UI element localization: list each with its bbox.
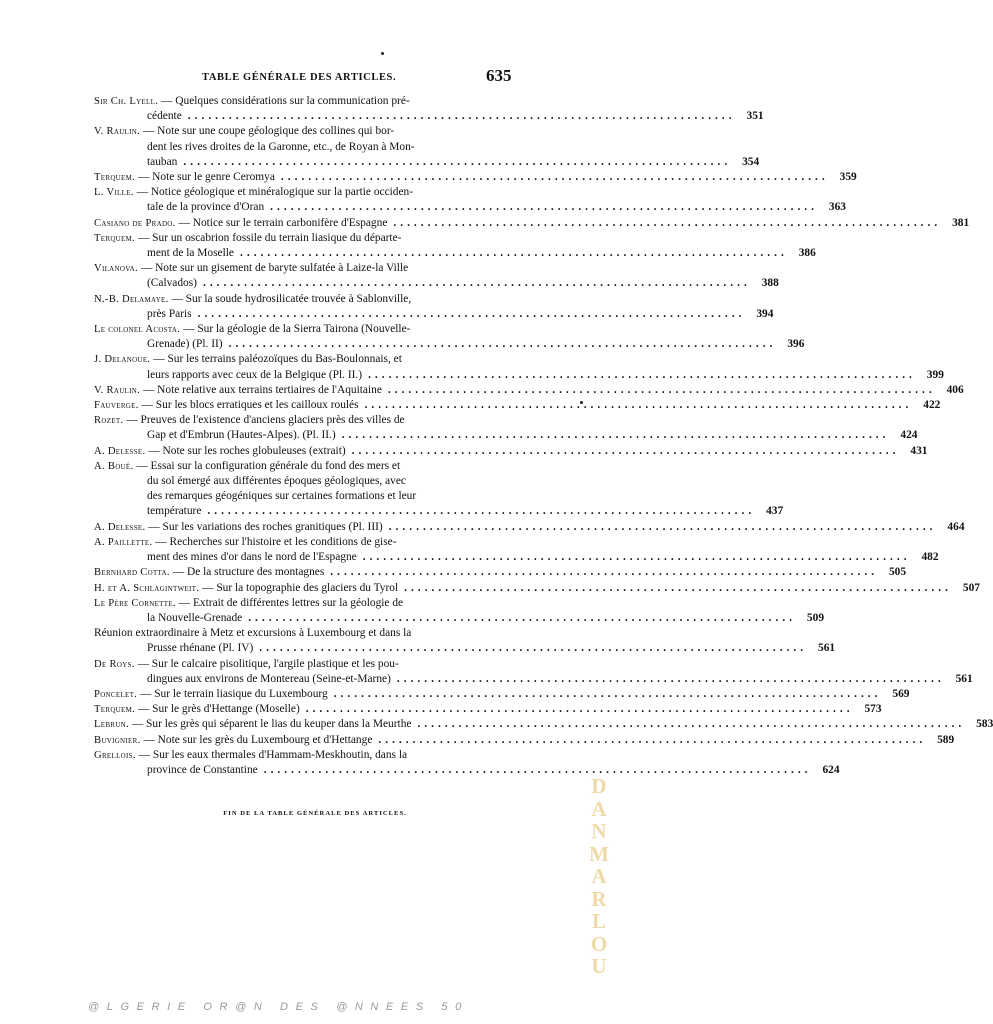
- toc-text: province de Constantine: [147, 763, 258, 776]
- toc-author: L. Ville.: [94, 187, 134, 199]
- toc-entry: [94, 581, 980, 596]
- toc-entry-final-line: [94, 276, 779, 291]
- toc-entry-line: [94, 124, 518, 139]
- toc-text: — Sur le terrain liasique du Luxembourg: [139, 687, 328, 700]
- toc-page-number: 363: [828, 201, 846, 214]
- toc-page-number: 589: [937, 733, 955, 746]
- toc-entry-line: [94, 657, 518, 672]
- toc-entry: [94, 261, 779, 291]
- toc-text: — Note sur les roches globuleuses (extrait): [148, 444, 346, 457]
- toc-page-number: 431: [910, 444, 928, 457]
- toc-entry: [94, 520, 965, 535]
- toc-page-number: 354: [742, 155, 760, 168]
- side-watermark-letter: R: [591, 886, 607, 911]
- toc-entry: [94, 733, 955, 748]
- toc-text: dingues aux environs de Montereau (Seine-et-Marne): [147, 672, 391, 685]
- toc-entry: [94, 352, 944, 382]
- toc-text: — Notice géologique et minéralogique sur la partie occiden-: [136, 186, 414, 199]
- toc-entry-line: [94, 535, 518, 550]
- toc-page-number: 624: [822, 763, 840, 776]
- toc-text: — Sur la topographie des glaciers du Tyrol: [202, 581, 399, 594]
- toc-page-number: 399: [926, 368, 944, 381]
- toc-entry-line: [94, 185, 518, 200]
- toc-entry-line: [94, 474, 518, 489]
- toc-entry-final-line: [94, 520, 965, 535]
- toc-author: Bernhard Cotta.: [94, 567, 170, 579]
- dot-leader: ................................................................................: [393, 216, 942, 229]
- toc-author: Vilanova.: [94, 263, 138, 275]
- toc-text: — Recherches sur l'histoire et les conditions de gise-: [155, 535, 397, 548]
- dot-leader: ................................................................................: [280, 171, 829, 184]
- toc-entry-final-line: [94, 504, 784, 519]
- toc-text: — Notice sur le terrain carbonifère d'Espagne: [178, 216, 388, 229]
- toc-text: — Sur un oscabrion fossile du terrain liasique du départe-: [137, 231, 402, 244]
- toc-text: ment des mines d'or dans le nord de l'Espagne: [147, 551, 357, 564]
- side-watermark-letter: U: [591, 954, 607, 978]
- dot-leader: ................................................................................: [207, 505, 756, 518]
- toc-author: V. Raulin.: [94, 126, 141, 138]
- toc-page-number: 394: [756, 307, 774, 320]
- toc-entry-final-line: [94, 611, 825, 626]
- toc-page-number: 424: [900, 429, 918, 442]
- toc-entry-final-line: [94, 672, 973, 687]
- toc-entry-line: [94, 489, 518, 504]
- toc-entry-line: [94, 748, 518, 763]
- dot-leader: ................................................................................: [396, 672, 945, 685]
- toc-page-number: 386: [798, 247, 816, 260]
- toc-page-number: 569: [892, 687, 910, 700]
- side-watermark-letter: O: [590, 931, 608, 956]
- toc-author: Grellois.: [94, 749, 136, 761]
- toc-text: — Note sur le genre Ceromya: [137, 171, 275, 184]
- dot-leader: ................................................................................: [388, 520, 937, 533]
- toc-author: V. Raulin.: [94, 384, 141, 396]
- toc-entry-line: [94, 459, 518, 474]
- toc-author: A. Boué.: [94, 460, 134, 472]
- toc-entry-line: [94, 626, 518, 641]
- toc-text: des remarques géogéniques sur certaines formations et leur: [147, 490, 417, 503]
- toc-text: — Sur les eaux thermales d'Hammam-Meskhoutin, dans la: [138, 748, 408, 761]
- running-title: TABLE GÉNÉRALE DES ARTICLES.: [202, 72, 397, 83]
- toc-author: De Roys.: [94, 658, 135, 670]
- side-watermark-letter: N: [591, 819, 607, 843]
- toc-page-number: 583: [976, 718, 993, 731]
- toc-text: — Sur les grès qui séparent le lias du keuper dans la Meurthe: [131, 718, 412, 731]
- toc-entry-line: [94, 413, 518, 428]
- side-watermark-letter: D: [591, 774, 607, 798]
- dot-leader: ................................................................................: [351, 444, 900, 457]
- toc-entry-final-line: [94, 307, 774, 322]
- toc-author: Terquem.: [94, 172, 136, 184]
- toc-entry-final-line: [94, 687, 910, 702]
- toc-author: N.-B. Delamaye.: [94, 293, 169, 305]
- side-watermark-letter: M: [589, 841, 609, 866]
- dot-leader: ................................................................................: [183, 155, 732, 168]
- toc-text: — De la structure des montagnes: [172, 566, 325, 579]
- toc-entry-final-line: [94, 246, 816, 261]
- toc-author: Lebrun.: [94, 719, 129, 731]
- toc-entry-final-line: [94, 702, 882, 717]
- toc-entry-final-line: [94, 337, 805, 352]
- toc-entry-line: [94, 352, 518, 367]
- dot-leader: ................................................................................: [202, 277, 751, 290]
- toc-entry: [94, 398, 941, 413]
- dot-leader: ................................................................................: [364, 399, 913, 412]
- page-number: 635: [486, 66, 512, 85]
- toc-entry-final-line: [94, 717, 993, 732]
- dot-leader: ................................................................................: [341, 429, 890, 442]
- toc-entry: [94, 444, 928, 459]
- dot-leader: ................................................................................: [362, 551, 911, 564]
- dot-leader: ................................................................................: [270, 201, 818, 214]
- toc-text: (Calvados): [147, 277, 197, 290]
- toc-author: Fauverge.: [94, 400, 139, 412]
- toc-page-number: 388: [761, 277, 779, 290]
- toc-entry-line: [94, 94, 518, 109]
- toc-text: — Note sur les grès du Luxembourg et d'Hettange: [143, 733, 373, 746]
- side-watermark: [588, 775, 610, 978]
- toc-author: Rozet.: [94, 415, 124, 427]
- toc-text: — Sur les variations des roches granitiques (Pl. III): [148, 520, 383, 533]
- dot-leader: ................................................................................: [330, 566, 879, 579]
- toc-entry: [94, 626, 836, 656]
- toc-author: Terquem.: [94, 232, 136, 244]
- toc-entry-line: [94, 322, 518, 337]
- end-of-table-note: FIN DE LA TABLE GÉNÉRALE DES ARTICLES.: [223, 810, 407, 817]
- toc-page-number: 505: [888, 566, 907, 579]
- toc-entry: [94, 657, 973, 687]
- dot-leader: ................................................................................: [333, 687, 882, 700]
- toc-text: du sol émergé aux différentes époques géologiques, avec: [147, 475, 406, 488]
- table-of-contents: [94, 94, 993, 778]
- dot-leader: ................................................................................: [248, 611, 797, 624]
- toc-entry: [94, 702, 882, 717]
- toc-page-number: 351: [746, 110, 764, 123]
- toc-text: — Sur les blocs erratiques et les cailloux roulés: [141, 399, 359, 412]
- toc-entry-final-line: [94, 383, 964, 398]
- toc-entry-line: [94, 140, 518, 155]
- toc-entry: [94, 185, 846, 215]
- toc-entry: [94, 413, 918, 443]
- toc-text: tauban: [147, 155, 178, 168]
- toc-text: Prusse rhénane (Pl. IV): [147, 642, 254, 655]
- toc-entry-final-line: [94, 428, 918, 443]
- toc-entry-line: [94, 596, 518, 611]
- toc-entry-line: [94, 292, 518, 307]
- toc-entry: [94, 748, 840, 778]
- toc-entry-final-line: [94, 109, 764, 124]
- toc-text: — Extrait de différentes lettres sur la géologie de: [178, 596, 404, 609]
- toc-entry-final-line: [94, 444, 928, 459]
- dot-leader: ................................................................................: [368, 368, 916, 381]
- side-watermark-letter: L: [591, 909, 606, 933]
- toc-text: la Nouvelle-Grenade: [147, 611, 243, 624]
- toc-text: tale de la province d'Oran: [147, 201, 265, 214]
- toc-entry-final-line: [94, 581, 980, 596]
- toc-entry: [94, 292, 774, 322]
- toc-text: — Sur le calcaire pisolitique, l'argile plastique et les pou-: [137, 657, 399, 670]
- toc-entry-final-line: [94, 398, 941, 413]
- dot-leader: ................................................................................: [305, 703, 854, 716]
- toc-entry-final-line: [94, 368, 944, 383]
- dot-leader: ................................................................................: [417, 718, 966, 731]
- toc-text: — Quelques considérations sur la communication pré-: [161, 95, 410, 107]
- toc-entry: [94, 565, 907, 580]
- dot-leader: ................................................................................: [378, 733, 927, 746]
- toc-text: Réunion extraordinaire à Metz et excursions à Luxembourg et dans la: [94, 627, 412, 640]
- side-watermark-letter: A: [591, 796, 607, 821]
- toc-text: cédente: [147, 110, 182, 123]
- toc-entry: [94, 124, 760, 170]
- page-header: [0, 66, 610, 90]
- toc-entry-final-line: [94, 216, 970, 231]
- ink-speck: [381, 52, 384, 55]
- toc-author: H. et A. Schlagintweit.: [94, 582, 200, 594]
- bottom-watermark: @LGERIE OR@N DES @NNEES 50: [88, 1001, 469, 1013]
- toc-page-number: 482: [921, 551, 939, 564]
- toc-text: leurs rapports avec ceux de la Belgique (Pl. II.): [147, 368, 363, 381]
- toc-text: Grenade) (Pl. II): [147, 338, 223, 351]
- toc-author: Casiano de Prado.: [94, 217, 176, 229]
- toc-entry: [94, 717, 993, 732]
- toc-page-number: 561: [818, 642, 836, 655]
- toc-text: — Sur les terrains paléozoïques du Bas-Boulonnais, et: [153, 353, 402, 366]
- toc-author: Sir Ch. Lyell.: [94, 96, 159, 107]
- toc-entry: [94, 535, 939, 565]
- toc-page-number: 437: [766, 505, 784, 518]
- toc-text: — Sur la géologie de la Sierra Tairona (Nouvelle-: [183, 323, 411, 336]
- toc-entry-final-line: [94, 155, 760, 170]
- toc-entry-line: [94, 261, 518, 276]
- toc-text: — Note relative aux terrains tertiaires de l'Aquitaine: [142, 383, 382, 396]
- side-watermark-letter: A: [591, 864, 607, 888]
- toc-page-number: 464: [947, 520, 965, 533]
- toc-entry-final-line: [94, 733, 955, 748]
- toc-author: Buvignier.: [94, 734, 141, 746]
- toc-entry: [94, 459, 784, 520]
- toc-author: Le colonel Acosta.: [94, 324, 181, 336]
- toc-text: près Paris: [147, 307, 192, 320]
- toc-entry-final-line: [94, 763, 840, 778]
- toc-entry: [94, 216, 970, 231]
- toc-text: température: [147, 505, 202, 518]
- toc-text: — Essai sur la configuration générale du fond des mers et: [136, 459, 401, 472]
- toc-page-number: 422: [923, 399, 941, 412]
- dot-leader: ................................................................................: [259, 642, 808, 655]
- dot-leader: ................................................................................: [240, 247, 788, 260]
- toc-entry: [94, 170, 857, 185]
- toc-entry-final-line: [94, 170, 857, 185]
- dot-leader: ................................................................................: [263, 763, 812, 776]
- toc-text: — Sur la soude hydrosilicatée trouvée à Sablonville,: [171, 292, 412, 305]
- toc-text: dent les rives droites de la Garonne, etc., de Royan à Mon-: [147, 140, 415, 153]
- toc-author: Le Père Cornette.: [94, 597, 176, 609]
- toc-page-number: 573: [864, 703, 882, 716]
- toc-text: — Preuves de l'existence d'anciens glaciers près des villes de: [126, 414, 405, 427]
- toc-entry-line: [94, 231, 518, 246]
- toc-entry: [94, 231, 816, 261]
- toc-page-number: 381: [952, 216, 970, 229]
- toc-author: Poncelet.: [94, 688, 138, 700]
- toc-page-number: 561: [955, 672, 973, 685]
- dot-leader: ................................................................................: [387, 383, 936, 396]
- toc-text: Gap et d'Embrun (Hautes-Alpes). (Pl. II.): [147, 429, 336, 442]
- toc-entry: [94, 94, 764, 124]
- toc-entry: [94, 596, 825, 626]
- toc-page-number: 359: [839, 171, 857, 184]
- toc-entry: [94, 383, 964, 398]
- dot-leader: ................................................................................: [197, 307, 746, 320]
- dot-leader: ................................................................................: [187, 110, 736, 123]
- toc-author: A. Paillette.: [94, 536, 153, 548]
- toc-text: ment de la Moselle: [147, 247, 234, 260]
- toc-entry: [94, 322, 805, 352]
- dot-leader: ................................................................................: [404, 581, 952, 594]
- toc-author: A. Delesse.: [94, 445, 146, 457]
- toc-page-number: 406: [946, 383, 964, 396]
- toc-entry: [94, 687, 910, 702]
- toc-text: — Note sur une coupe géologique des collines qui bor-: [142, 125, 395, 138]
- toc-entry-final-line: [94, 565, 907, 580]
- toc-text: — Sur le grès d'Hettange (Moselle): [137, 703, 300, 716]
- toc-page-number: 507: [962, 581, 980, 594]
- toc-page-number: 396: [787, 338, 805, 351]
- toc-author: Terquem.: [94, 704, 136, 716]
- toc-text: — Note sur un gisement de baryte sulfatée à Laize-la Ville: [140, 262, 409, 275]
- toc-entry-final-line: [94, 550, 939, 565]
- toc-page-number: 509: [806, 611, 825, 624]
- dot-leader: ................................................................................: [228, 338, 777, 351]
- toc-entry-final-line: [94, 641, 836, 656]
- toc-entry-final-line: [94, 200, 846, 215]
- toc-author: A. Delesse.: [94, 521, 146, 533]
- toc-author: J. Delanoue.: [94, 354, 151, 366]
